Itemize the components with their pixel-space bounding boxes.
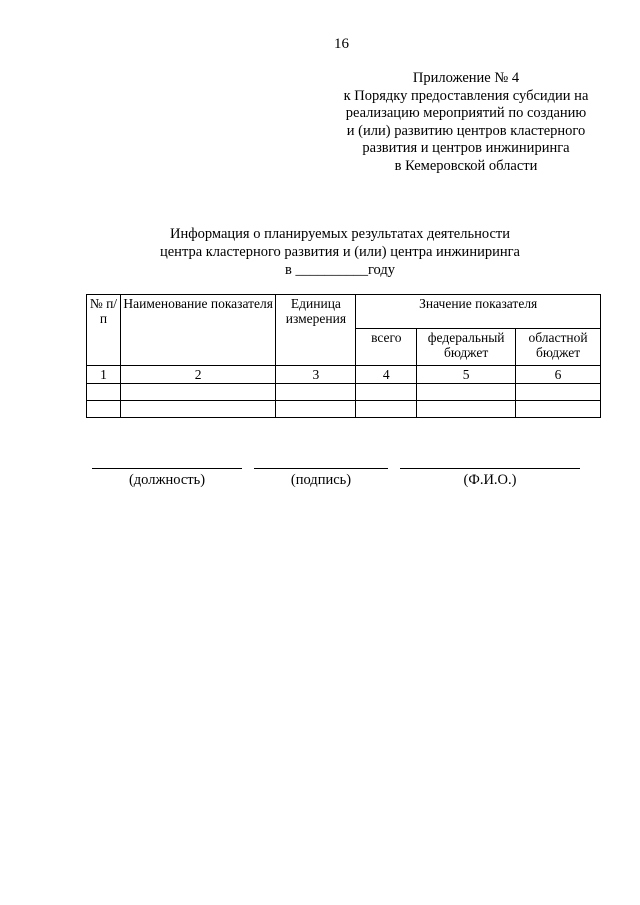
column-number: 6 bbox=[516, 366, 601, 384]
header-unit: Единица измерения bbox=[276, 295, 356, 366]
column-number: 4 bbox=[356, 366, 417, 384]
signature-caption: (подпись) bbox=[290, 472, 352, 488]
appendix-line: и (или) развитию центров кластерного bbox=[346, 122, 586, 139]
title-line: Информация о планируемых результатах деятельности bbox=[169, 226, 510, 242]
table-cell[interactable] bbox=[516, 384, 601, 401]
fio-signature-block bbox=[400, 468, 580, 489]
column-number: 3 bbox=[276, 366, 356, 384]
table-cell[interactable] bbox=[120, 401, 276, 418]
document-title bbox=[120, 225, 560, 279]
table-cell[interactable] bbox=[120, 384, 276, 401]
appendix-line: в Кемеровской области bbox=[394, 157, 538, 174]
appendix-line: к Порядку предоставления субсидии на bbox=[343, 87, 589, 104]
table-cell[interactable] bbox=[276, 384, 356, 401]
header-number: № п/п bbox=[87, 295, 121, 366]
appendix-line: развития и центров инжиниринга bbox=[362, 140, 570, 156]
column-number: 5 bbox=[417, 366, 516, 384]
appendix-header bbox=[330, 70, 602, 175]
header-federal-budget: федеральный бюджет bbox=[417, 329, 516, 366]
table-cell[interactable] bbox=[87, 401, 121, 418]
appendix-line: Приложение № 4 bbox=[412, 70, 520, 86]
table-cell[interactable] bbox=[417, 384, 516, 401]
title-line: в __________году bbox=[284, 262, 396, 278]
signature-block bbox=[254, 468, 388, 489]
table-row bbox=[87, 384, 601, 401]
table-row bbox=[87, 401, 601, 418]
fio-caption: (Ф.И.О.) bbox=[463, 472, 517, 488]
fio-line[interactable] bbox=[400, 468, 580, 469]
position-caption: (должность) bbox=[128, 472, 206, 488]
position-line[interactable] bbox=[92, 468, 242, 469]
signature-line[interactable] bbox=[254, 468, 388, 469]
table-cell[interactable] bbox=[356, 401, 417, 418]
table-cell[interactable] bbox=[356, 384, 417, 401]
table-cell[interactable] bbox=[276, 401, 356, 418]
header-indicator-name: Наименование показателя bbox=[120, 295, 276, 366]
table-cell[interactable] bbox=[417, 401, 516, 418]
table-cell[interactable] bbox=[87, 384, 121, 401]
indicators-table bbox=[86, 294, 601, 418]
title-line: центра кластерного развития и (или) центра инжиниринга bbox=[159, 244, 520, 260]
header-regional-budget: областной бюджет bbox=[516, 329, 601, 366]
column-number: 2 bbox=[120, 366, 276, 384]
appendix-line: реализацию мероприятий по созданию bbox=[345, 105, 587, 121]
page-number: 16 bbox=[334, 36, 349, 52]
column-number: 1 bbox=[87, 366, 121, 384]
numbering-row bbox=[87, 366, 601, 384]
header-indicator-value: Значение показателя bbox=[356, 295, 601, 329]
header-total: всего bbox=[356, 329, 417, 366]
position-signature-block bbox=[92, 468, 242, 489]
table-cell[interactable] bbox=[516, 401, 601, 418]
